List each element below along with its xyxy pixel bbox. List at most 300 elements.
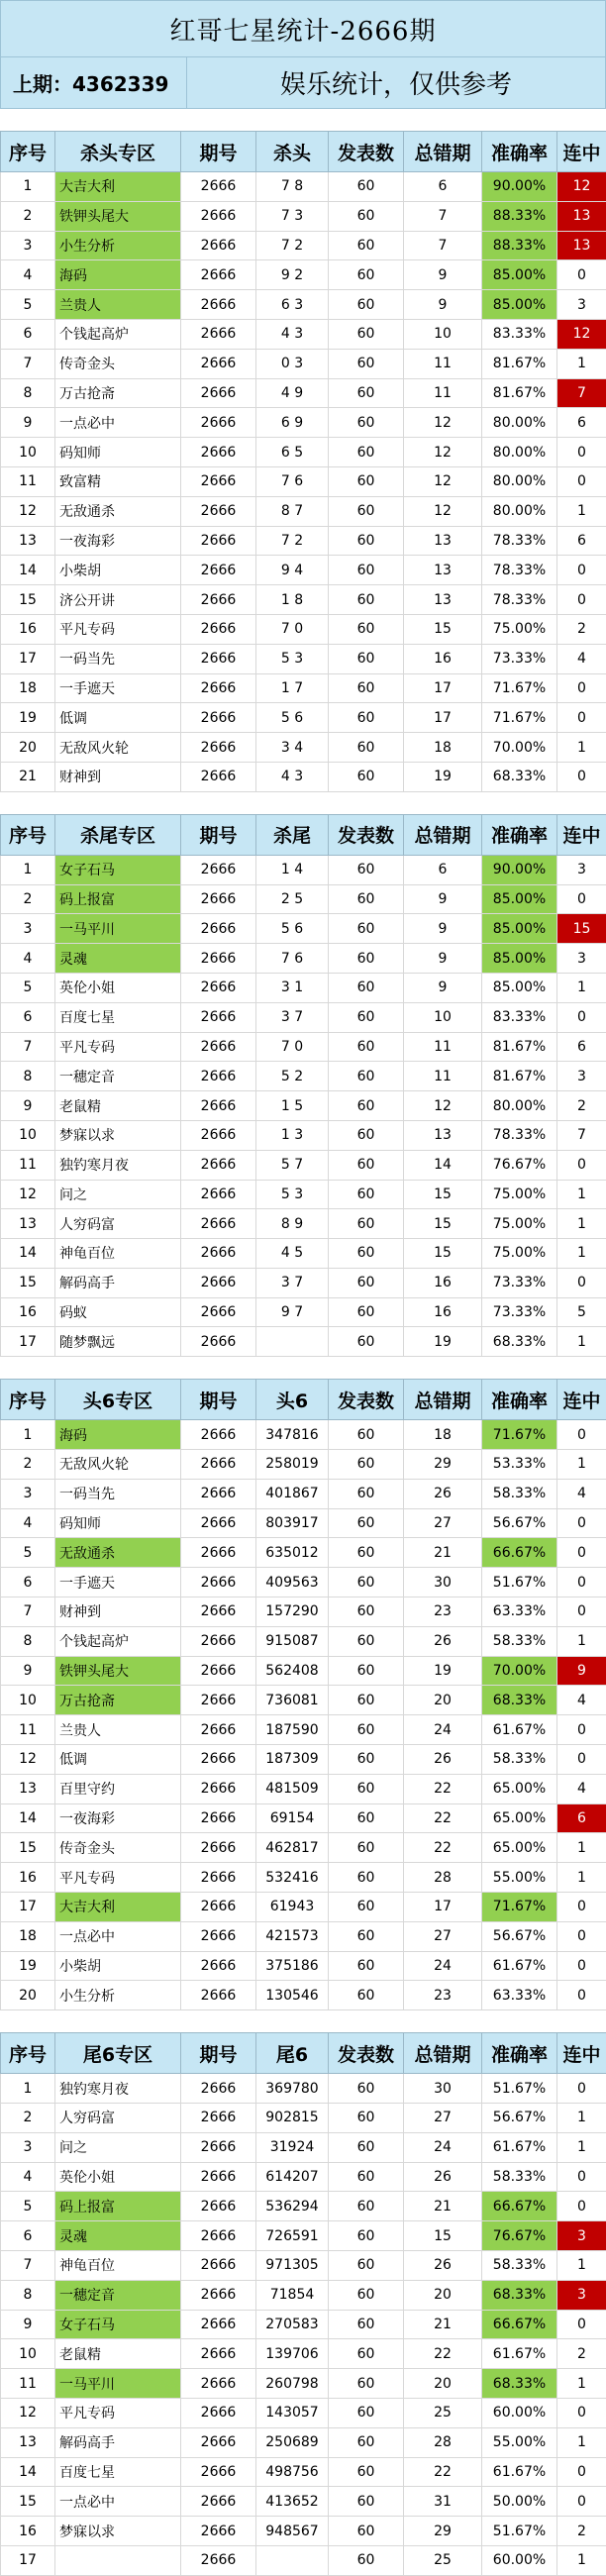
published-count: 60 xyxy=(329,1863,404,1893)
expert-name: 灵魂 xyxy=(55,2221,181,2251)
expert-name: 英伦小姐 xyxy=(55,2162,181,2192)
issue-number: 2666 xyxy=(181,2369,256,2399)
table-row xyxy=(1,2310,606,2339)
streak-count: 1 xyxy=(557,2104,606,2133)
prediction: 1 7 xyxy=(256,673,329,703)
expert-name: 无敌通杀 xyxy=(55,496,181,526)
expert-name: 神龟百位 xyxy=(55,1239,181,1269)
prediction: 1 4 xyxy=(256,855,329,884)
row-index: 6 xyxy=(1,319,55,349)
table-row xyxy=(1,703,606,733)
published-count: 60 xyxy=(329,2132,404,2162)
published-count: 60 xyxy=(329,1297,404,1327)
streak-count: 0 xyxy=(557,703,606,733)
issue-number: 2666 xyxy=(181,644,256,673)
expert-name: 个钱起高炉 xyxy=(55,319,181,349)
issue-number: 2666 xyxy=(181,1715,256,1745)
issue-number: 2666 xyxy=(181,2427,256,2457)
table-row xyxy=(1,1327,606,1357)
column-header: 准确率 xyxy=(482,814,557,855)
issue-number: 2666 xyxy=(181,1420,256,1450)
total-misses: 27 xyxy=(404,1508,482,1538)
streak-count: 1 xyxy=(557,2251,606,2281)
streak-count: 1 xyxy=(557,2369,606,2399)
column-header: 序号 xyxy=(1,1380,55,1420)
expert-name: 问之 xyxy=(55,1180,181,1209)
streak-count: 1 xyxy=(557,1833,606,1863)
total-misses: 9 xyxy=(404,260,482,290)
issue-number: 2666 xyxy=(181,1150,256,1180)
published-count: 60 xyxy=(329,2192,404,2221)
prediction: 250689 xyxy=(256,2427,329,2457)
accuracy-rate: 71.67% xyxy=(482,1420,557,1450)
accuracy-rate: 51.67% xyxy=(482,2074,557,2104)
accuracy-rate: 58.33% xyxy=(482,1626,557,1656)
accuracy-rate: 68.33% xyxy=(482,2369,557,2399)
streak-count: 1 xyxy=(557,1450,606,1480)
accuracy-rate: 80.00% xyxy=(482,466,557,496)
total-misses: 15 xyxy=(404,1209,482,1239)
total-misses: 23 xyxy=(404,1597,482,1627)
issue-number: 2666 xyxy=(181,762,256,791)
prediction: 130546 xyxy=(256,1981,329,2010)
row-index: 18 xyxy=(1,673,55,703)
prediction: 614207 xyxy=(256,2162,329,2192)
prediction: 5 7 xyxy=(256,1150,329,1180)
published-count: 60 xyxy=(329,408,404,438)
expert-name: 独钓寒月夜 xyxy=(55,1150,181,1180)
column-header: 尾6 xyxy=(256,2033,329,2074)
column-header: 连中 xyxy=(557,814,606,855)
row-index: 19 xyxy=(1,1951,55,1981)
streak-count: 12 xyxy=(557,172,606,202)
published-count: 60 xyxy=(329,2369,404,2399)
table-row xyxy=(1,1420,606,1450)
issue-number: 2666 xyxy=(181,673,256,703)
expert-name: 老鼠精 xyxy=(55,1091,181,1121)
prediction: 6 9 xyxy=(256,408,329,438)
accuracy-rate: 76.67% xyxy=(482,2221,557,2251)
prediction: 260798 xyxy=(256,2369,329,2399)
total-misses: 13 xyxy=(404,556,482,585)
streak-count: 5 xyxy=(557,1297,606,1327)
issue-number: 2666 xyxy=(181,408,256,438)
total-misses: 20 xyxy=(404,2369,482,2399)
total-misses: 21 xyxy=(404,1538,482,1568)
streak-count: 0 xyxy=(557,466,606,496)
issue-number: 2666 xyxy=(181,1268,256,1297)
published-count: 60 xyxy=(329,1774,404,1803)
streak-count: 0 xyxy=(557,1568,606,1597)
streak-count: 4 xyxy=(557,644,606,673)
accuracy-rate: 80.00% xyxy=(482,438,557,467)
accuracy-rate: 63.33% xyxy=(482,1597,557,1627)
expert-name: 一夜海彩 xyxy=(55,526,181,556)
table-row xyxy=(1,319,606,349)
streak-count: 3 xyxy=(557,2221,606,2251)
prediction: 8 7 xyxy=(256,496,329,526)
total-misses: 10 xyxy=(404,1002,482,1032)
published-count: 60 xyxy=(329,2280,404,2310)
issue-number: 2666 xyxy=(181,914,256,944)
column-header: 头6 xyxy=(256,1380,329,1420)
column-header: 序号 xyxy=(1,132,55,172)
expert-name: 随梦飘远 xyxy=(55,1327,181,1357)
published-count: 60 xyxy=(329,1686,404,1715)
published-count: 60 xyxy=(329,1450,404,1480)
published-count: 60 xyxy=(329,762,404,791)
section-gap xyxy=(0,2010,606,2032)
row-index: 2 xyxy=(1,884,55,914)
streak-count: 3 xyxy=(557,290,606,320)
prediction: 902815 xyxy=(256,2104,329,2133)
row-index: 6 xyxy=(1,1002,55,1032)
accuracy-rate: 61.67% xyxy=(482,2132,557,2162)
streak-count: 1 xyxy=(557,2132,606,2162)
streak-count: 0 xyxy=(557,1508,606,1538)
issue-number: 2666 xyxy=(181,2487,256,2517)
accuracy-rate: 60.00% xyxy=(482,2545,557,2575)
total-misses: 24 xyxy=(404,2132,482,2162)
expert-name: 大吉大利 xyxy=(55,172,181,202)
total-misses: 11 xyxy=(404,349,482,378)
table-row xyxy=(1,585,606,615)
row-index: 3 xyxy=(1,1479,55,1508)
prediction: 9 2 xyxy=(256,260,329,290)
table-row xyxy=(1,614,606,644)
expert-name: 致富精 xyxy=(55,466,181,496)
stat-table-kill-tail xyxy=(0,814,606,1358)
expert-name: 一码当先 xyxy=(55,644,181,673)
accuracy-rate: 61.67% xyxy=(482,1715,557,1745)
published-count: 60 xyxy=(329,2074,404,2104)
issue-number: 2666 xyxy=(181,1508,256,1538)
issue-number: 2666 xyxy=(181,172,256,202)
published-count: 60 xyxy=(329,231,404,260)
expert-name: 兰贵人 xyxy=(55,1715,181,1745)
total-misses: 29 xyxy=(404,1450,482,1480)
streak-count: 4 xyxy=(557,1774,606,1803)
published-count: 60 xyxy=(329,1803,404,1833)
published-count: 60 xyxy=(329,1921,404,1951)
prediction: 7 2 xyxy=(256,231,329,260)
issue-number: 2666 xyxy=(181,1538,256,1568)
streak-count: 2 xyxy=(557,1091,606,1121)
total-misses: 24 xyxy=(404,1951,482,1981)
issue-number: 2666 xyxy=(181,2310,256,2339)
issue-number: 2666 xyxy=(181,973,256,1002)
row-index: 2 xyxy=(1,201,55,231)
total-misses: 26 xyxy=(404,1745,482,1775)
accuracy-rate: 73.33% xyxy=(482,1268,557,1297)
section-gap xyxy=(0,109,606,131)
table-row xyxy=(1,1715,606,1745)
streak-count: 1 xyxy=(557,973,606,1002)
prediction: 413652 xyxy=(256,2487,329,2517)
expert-name: 无敌风火轮 xyxy=(55,1450,181,1480)
row-index: 14 xyxy=(1,1239,55,1269)
table-row xyxy=(1,762,606,791)
table-row xyxy=(1,438,606,467)
row-index: 17 xyxy=(1,644,55,673)
total-misses: 30 xyxy=(404,1568,482,1597)
streak-count: 6 xyxy=(557,1032,606,1062)
table-header-row xyxy=(1,1380,606,1420)
expert-name: 财神到 xyxy=(55,1597,181,1627)
accuracy-rate: 68.33% xyxy=(482,2280,557,2310)
prediction: 187309 xyxy=(256,1745,329,1775)
accuracy-rate: 81.67% xyxy=(482,1032,557,1062)
published-count: 60 xyxy=(329,1715,404,1745)
total-misses: 9 xyxy=(404,914,482,944)
row-index: 1 xyxy=(1,855,55,884)
expert-name: 英伦小姐 xyxy=(55,973,181,1002)
total-misses: 12 xyxy=(404,1091,482,1121)
prediction: 7 6 xyxy=(256,466,329,496)
published-count: 60 xyxy=(329,1833,404,1863)
total-misses: 29 xyxy=(404,2517,482,2546)
prediction: 971305 xyxy=(256,2251,329,2281)
info-bar xyxy=(0,57,606,109)
prediction: 7 0 xyxy=(256,614,329,644)
table-row xyxy=(1,884,606,914)
expert-name: 百里守约 xyxy=(55,1774,181,1803)
published-count: 60 xyxy=(329,172,404,202)
prediction: 726591 xyxy=(256,2221,329,2251)
accuracy-rate: 85.00% xyxy=(482,884,557,914)
column-header: 发表数 xyxy=(329,1380,404,1420)
streak-count: 0 xyxy=(557,1150,606,1180)
table-header-row xyxy=(1,132,606,172)
total-misses: 18 xyxy=(404,1420,482,1450)
expert-name: 万古抢斋 xyxy=(55,378,181,408)
row-index: 6 xyxy=(1,2221,55,2251)
table-row xyxy=(1,1833,606,1863)
issue-number: 2666 xyxy=(181,496,256,526)
row-index: 4 xyxy=(1,1508,55,1538)
table-row xyxy=(1,1002,606,1032)
column-header: 准确率 xyxy=(482,1380,557,1420)
published-count: 60 xyxy=(329,496,404,526)
accuracy-rate: 78.33% xyxy=(482,1120,557,1150)
streak-count: 0 xyxy=(557,673,606,703)
table-row xyxy=(1,1893,606,1922)
issue-number: 2666 xyxy=(181,1656,256,1686)
row-index: 12 xyxy=(1,496,55,526)
row-index: 15 xyxy=(1,2487,55,2517)
column-header: 连中 xyxy=(557,2033,606,2074)
published-count: 60 xyxy=(329,1150,404,1180)
prediction: 5 6 xyxy=(256,914,329,944)
column-header: 期号 xyxy=(181,1380,256,1420)
prediction: 3 1 xyxy=(256,973,329,1002)
row-index: 19 xyxy=(1,703,55,733)
streak-count: 0 xyxy=(557,1981,606,2010)
total-misses: 26 xyxy=(404,1626,482,1656)
table-row xyxy=(1,1568,606,1597)
stat-table-kill-head xyxy=(0,131,606,792)
table-row xyxy=(1,1597,606,1627)
column-header: 发表数 xyxy=(329,132,404,172)
published-count: 60 xyxy=(329,673,404,703)
table-row xyxy=(1,1239,606,1269)
issue-number: 2666 xyxy=(181,466,256,496)
total-misses: 19 xyxy=(404,1656,482,1686)
row-index: 1 xyxy=(1,172,55,202)
row-index: 5 xyxy=(1,290,55,320)
table-row xyxy=(1,526,606,556)
total-misses: 21 xyxy=(404,2192,482,2221)
table-row xyxy=(1,378,606,408)
expert-name: 梦寐以求 xyxy=(55,1120,181,1150)
issue-number: 2666 xyxy=(181,1327,256,1357)
expert-name: 无敌风火轮 xyxy=(55,733,181,763)
row-index: 5 xyxy=(1,973,55,1002)
table-row xyxy=(1,2192,606,2221)
row-index: 13 xyxy=(1,526,55,556)
table-row xyxy=(1,260,606,290)
row-index: 7 xyxy=(1,1597,55,1627)
table-row xyxy=(1,1626,606,1656)
expert-name: 海码 xyxy=(55,1420,181,1450)
prediction: 369780 xyxy=(256,2074,329,2104)
streak-count: 2 xyxy=(557,2339,606,2369)
published-count: 60 xyxy=(329,2457,404,2487)
row-index: 15 xyxy=(1,1268,55,1297)
published-count: 60 xyxy=(329,1893,404,1922)
streak-count: 3 xyxy=(557,2280,606,2310)
prediction: 0 3 xyxy=(256,349,329,378)
row-index: 11 xyxy=(1,466,55,496)
expert-name: 百度七星 xyxy=(55,2457,181,2487)
streak-count: 1 xyxy=(557,2427,606,2457)
row-index: 3 xyxy=(1,2132,55,2162)
expert-name: 神龟百位 xyxy=(55,2251,181,2281)
column-header: 连中 xyxy=(557,1380,606,1420)
accuracy-rate: 81.67% xyxy=(482,378,557,408)
prediction: 409563 xyxy=(256,1568,329,1597)
streak-count: 6 xyxy=(557,408,606,438)
streak-count: 0 xyxy=(557,438,606,467)
total-misses: 13 xyxy=(404,585,482,615)
table-row xyxy=(1,2545,606,2575)
expert-name: 一手遮天 xyxy=(55,673,181,703)
prediction: 7 8 xyxy=(256,172,329,202)
column-header: 总错期 xyxy=(404,132,482,172)
row-index: 12 xyxy=(1,2398,55,2427)
streak-count: 4 xyxy=(557,1479,606,1508)
prediction xyxy=(256,1327,329,1357)
issue-number: 2666 xyxy=(181,349,256,378)
table-row xyxy=(1,1981,606,2010)
row-index: 9 xyxy=(1,1656,55,1686)
table-row xyxy=(1,1803,606,1833)
published-count: 60 xyxy=(329,1508,404,1538)
prediction: 2 5 xyxy=(256,884,329,914)
expert-name: 兰贵人 xyxy=(55,290,181,320)
row-index: 20 xyxy=(1,1981,55,2010)
accuracy-rate: 80.00% xyxy=(482,408,557,438)
expert-name: 平凡专码 xyxy=(55,1863,181,1893)
streak-count: 0 xyxy=(557,762,606,791)
prediction: 270583 xyxy=(256,2310,329,2339)
published-count: 60 xyxy=(329,438,404,467)
table-row xyxy=(1,1209,606,1239)
total-misses: 26 xyxy=(404,2162,482,2192)
table-row xyxy=(1,2427,606,2457)
prediction: 948567 xyxy=(256,2517,329,2546)
issue-number: 2666 xyxy=(181,319,256,349)
expert-name: 问之 xyxy=(55,2132,181,2162)
accuracy-rate: 70.00% xyxy=(482,733,557,763)
accuracy-rate: 68.33% xyxy=(482,762,557,791)
prediction: 532416 xyxy=(256,1863,329,1893)
total-misses: 13 xyxy=(404,1120,482,1150)
prediction: 4 5 xyxy=(256,1239,329,1269)
row-index: 14 xyxy=(1,1803,55,1833)
total-misses: 6 xyxy=(404,172,482,202)
expert-name: 一码当先 xyxy=(55,1479,181,1508)
issue-number: 2666 xyxy=(181,2132,256,2162)
prediction: 258019 xyxy=(256,1450,329,1480)
row-index: 16 xyxy=(1,1863,55,1893)
row-index: 6 xyxy=(1,1568,55,1597)
accuracy-rate: 88.33% xyxy=(482,201,557,231)
total-misses: 16 xyxy=(404,1268,482,1297)
issue-number: 2666 xyxy=(181,1450,256,1480)
table-row xyxy=(1,1745,606,1775)
row-index: 2 xyxy=(1,1450,55,1480)
issue-number: 2666 xyxy=(181,1209,256,1239)
accuracy-rate: 61.67% xyxy=(482,2339,557,2369)
published-count: 60 xyxy=(329,349,404,378)
expert-name: 人穷码富 xyxy=(55,2104,181,2133)
expert-name: 一马平川 xyxy=(55,914,181,944)
expert-name: 小柴胡 xyxy=(55,556,181,585)
expert-name: 独钓寒月夜 xyxy=(55,2074,181,2104)
prediction: 347816 xyxy=(256,1420,329,1450)
row-index: 11 xyxy=(1,2369,55,2399)
row-index: 17 xyxy=(1,1893,55,1922)
streak-count: 1 xyxy=(557,2545,606,2575)
streak-count: 0 xyxy=(557,1002,606,1032)
issue-number: 2666 xyxy=(181,1479,256,1508)
row-index: 1 xyxy=(1,1420,55,1450)
accuracy-rate: 85.00% xyxy=(482,973,557,1002)
table-header-row xyxy=(1,814,606,855)
issue-number: 2666 xyxy=(181,1921,256,1951)
accuracy-rate: 61.67% xyxy=(482,1951,557,1981)
prediction: 375186 xyxy=(256,1951,329,1981)
total-misses: 17 xyxy=(404,1893,482,1922)
issue-number: 2666 xyxy=(181,1180,256,1209)
expert-name: 女子石马 xyxy=(55,2310,181,2339)
total-misses: 22 xyxy=(404,2339,482,2369)
published-count: 60 xyxy=(329,2517,404,2546)
table-row xyxy=(1,914,606,944)
table-row xyxy=(1,408,606,438)
expert-name: 灵魂 xyxy=(55,944,181,974)
prediction: 5 3 xyxy=(256,1180,329,1209)
total-misses: 11 xyxy=(404,1062,482,1091)
expert-name: 人穷码富 xyxy=(55,1209,181,1239)
table-row xyxy=(1,2339,606,2369)
streak-count: 0 xyxy=(557,1951,606,1981)
published-count: 60 xyxy=(329,1420,404,1450)
expert-name: 平凡专码 xyxy=(55,1032,181,1062)
streak-count: 1 xyxy=(557,1209,606,1239)
row-index: 8 xyxy=(1,2280,55,2310)
